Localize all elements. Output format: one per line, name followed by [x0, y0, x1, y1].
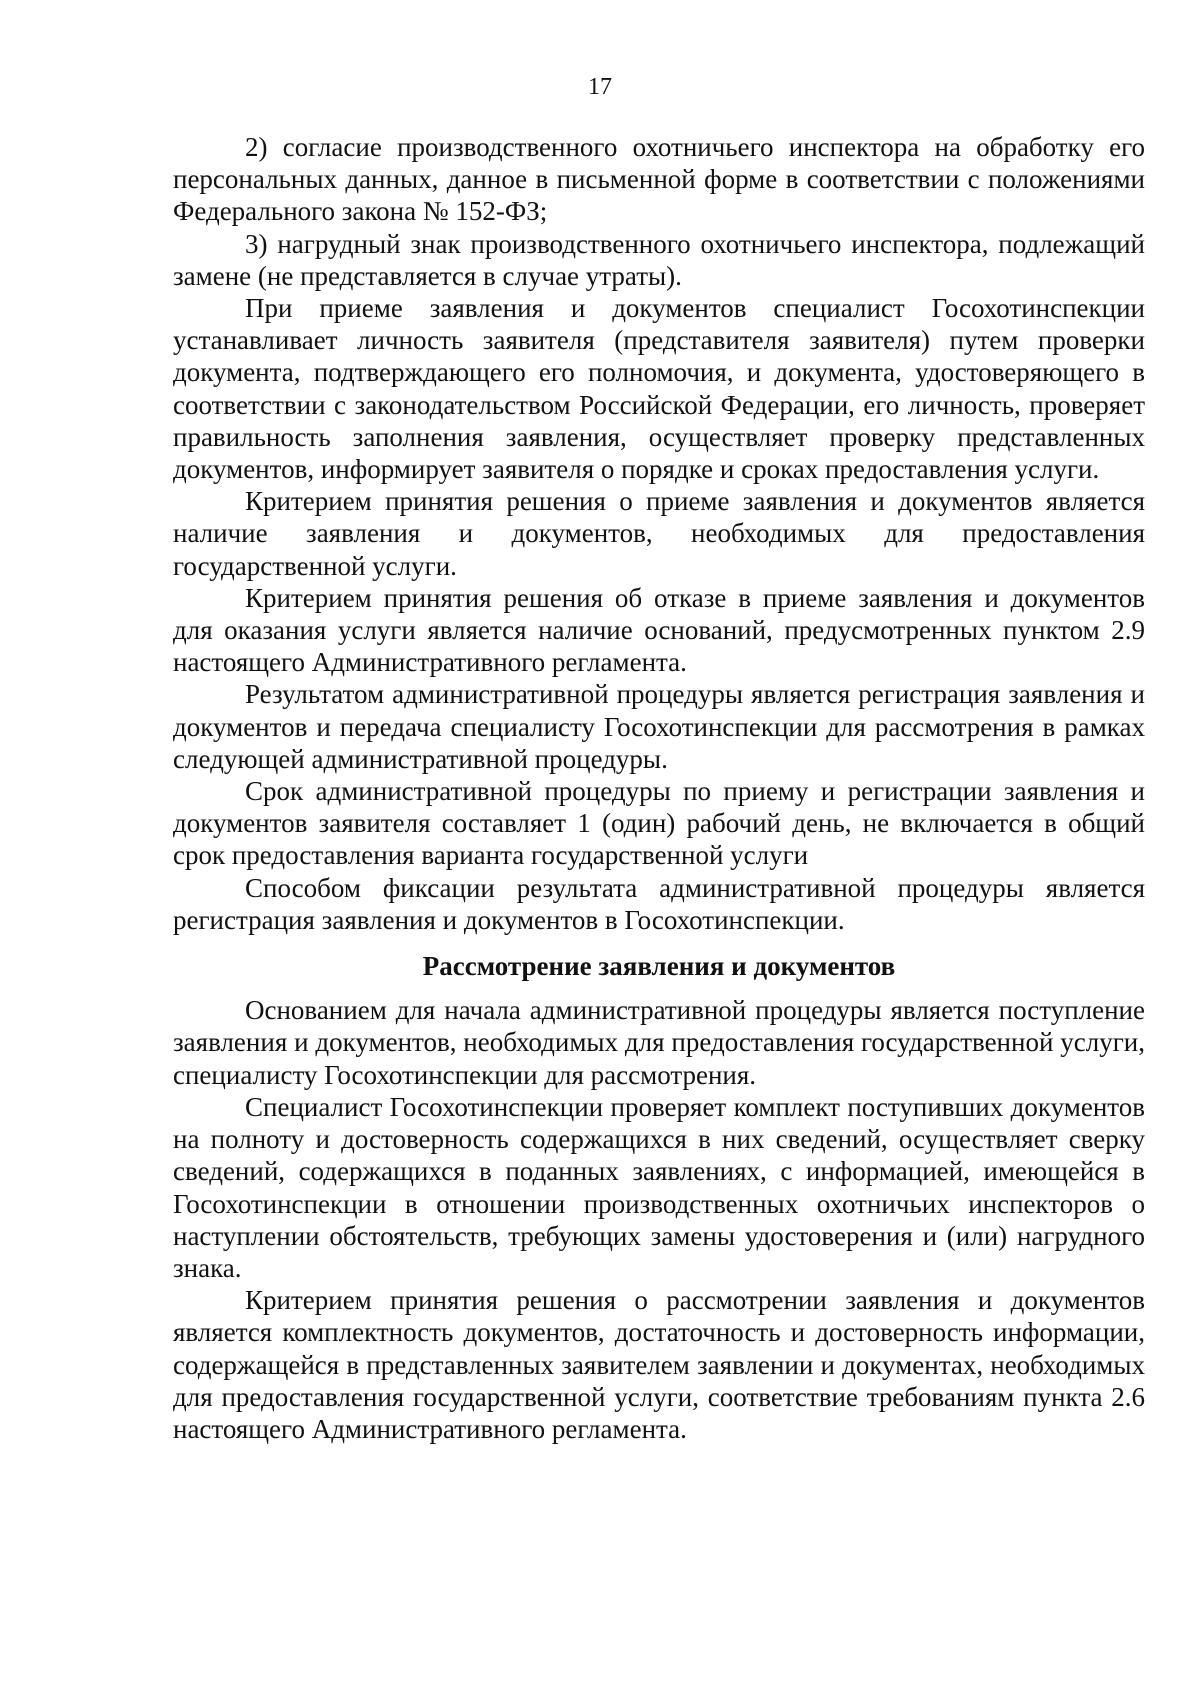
paragraph-recording-method: Способом фиксации результата административной процедуры является регистрация заявления и документов в Госохотинспекции.	[173, 872, 1145, 935]
paragraph-basis: Основанием для начала административной процедуры является поступление заявления и документов, необходимых для предоставления государственной услуги, специалисту Госохотинспекции для рассмотрения.	[173, 995, 1145, 1090]
paragraph-badge: 3) нагрудный знак производственного охотничьего инспектора, подлежащий замене (не представляется в случае утраты).	[173, 228, 1145, 291]
paragraph-acceptance-criterion: Критерием принятия решения о приеме заявления и документов является наличие заявления и документов, необходимых для предоставления государственной услуги.	[173, 486, 1145, 581]
paragraph-procedure-term: Срок административной процедуры по приему и регистрации заявления и документов заявителя составляет 1 (один) рабочий день, не включается в общий срок предоставления варианта государственной услуги	[173, 776, 1145, 871]
section-heading: Рассмотрение заявления и документов	[422, 951, 896, 982]
page-content	[173, 131, 1145, 1445]
paragraph-verification: Специалист Госохотинспекции проверяет комплект поступивших документов на полноту и достоверность содержащихся в них сведений, осуществляет сверку сведений, содержащихся в поданных заявлениях, с информацией, имеющейся в Госохотинспекции в отношении производственных охотничьих инспекторов о наступлении обстоятельств, требующих замены удостоверения и (или) нагрудного знака.	[173, 1091, 1145, 1283]
paragraph-procedure-result: Результатом административной процедуры является регистрация заявления и документов и передача специалисту Госохотинспекции для рассмотрения в рамках следующей административной процедуры.	[173, 679, 1145, 774]
paragraph-reception: При приеме заявления и документов специалист Госохотинспекции устанавливает личность заявителя (представителя заявителя) путем проверки документа, подтверждающего его полномочия, и документа, удостоверяющего в соответствии с законодательством Российской Федерации, его личность, проверяет правильность заполнения заявления, осуществляет проверку представленных документов, информирует заявителя о порядке и сроках предоставления услуги.	[173, 293, 1145, 485]
paragraph-refusal-criterion: Критерием принятия решения об отказе в приеме заявления и документов для оказания услуги является наличие оснований, предусмотренных пунктом 2.9 настоящего Административного регламента.	[173, 582, 1145, 678]
paragraph-review-criterion: Критерием принятия решения о рассмотрении заявления и документов является комплектность документов, достаточность и достоверность информации, содержащейся в представленных заявителем заявлении и документах, необходимых для предоставления государственной услуги, соответствие требованиям пункта 2.6 настоящего Административного регламента.	[173, 1285, 1145, 1444]
paragraph-consent: 2) согласие производственного охотничьего инспектора на обработку его персональных данных, данное в письменной форме в соответствии с положениями Федерального закона № 152-ФЗ;	[173, 132, 1145, 227]
page-number: 17	[588, 74, 612, 100]
